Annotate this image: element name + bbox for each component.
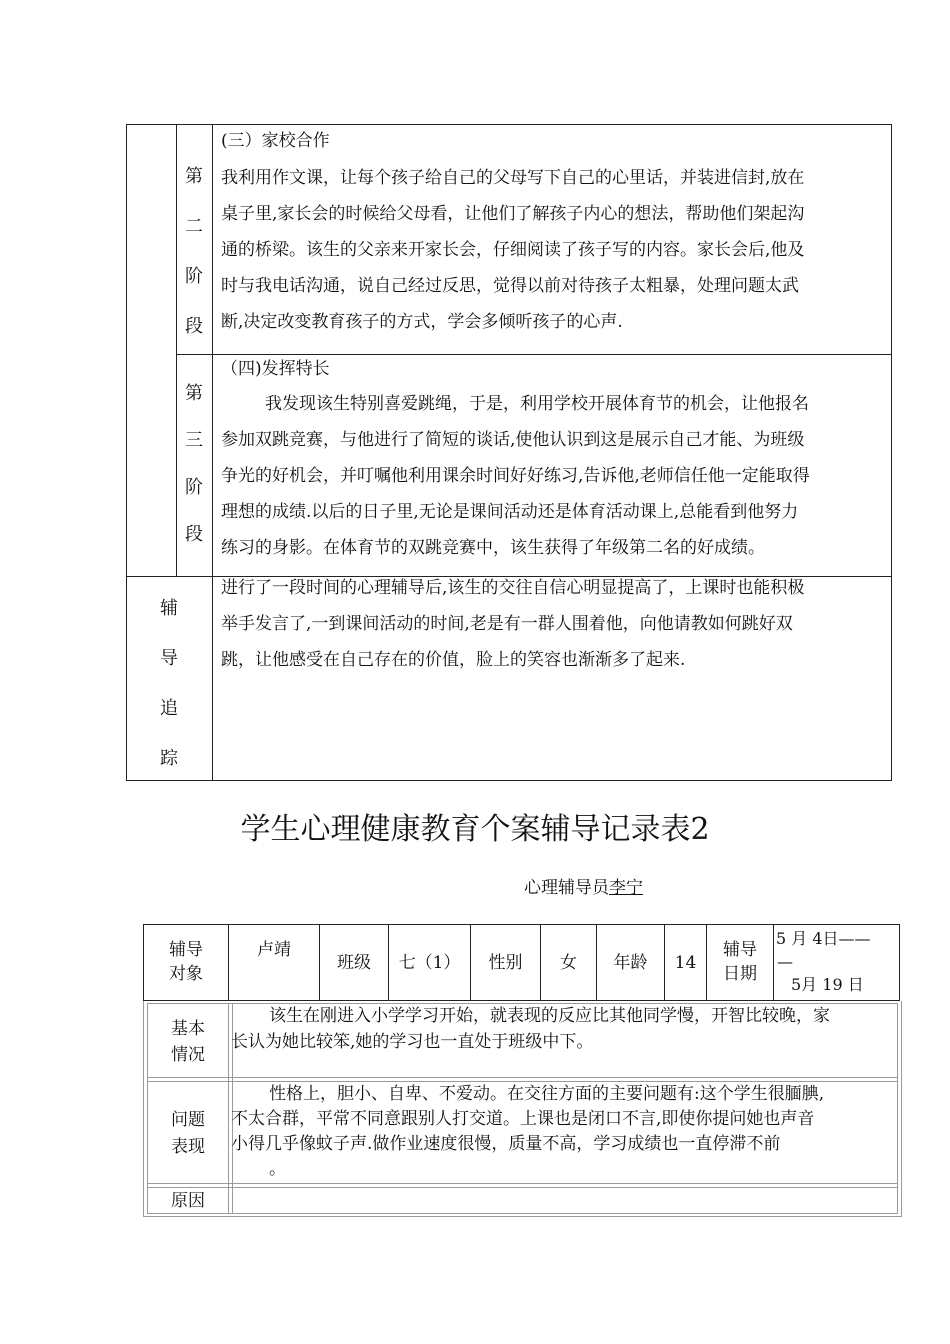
problem-label-line: 问题 (171, 1110, 205, 1130)
problem-label-line: 表现 (171, 1137, 205, 1157)
table1-bottom-border (126, 780, 892, 781)
stage3-heading: （四)发挥特长 (221, 359, 330, 379)
page-title: 学生心理健康教育个案辅导记录表2 (240, 812, 710, 847)
age-label: 年龄 (613, 953, 648, 973)
table2-cause-bottom (147, 1213, 898, 1214)
table1-label-divider (212, 124, 213, 781)
subject-label (144, 938, 228, 986)
date-value-line: 5月 19 日 (791, 975, 864, 994)
counselor-label: 心理辅导员 (524, 878, 609, 898)
problem-line: 。 (269, 1159, 286, 1179)
cause-body (233, 1189, 897, 1213)
gender-label: 性别 (488, 953, 523, 973)
subject-label-line: 辅导 (169, 940, 203, 960)
problem-label (148, 1107, 228, 1161)
stage2-line: 时与我电话沟通，说自己经过反思，觉得以前对待孩子太粗暴，处理问题太武 (221, 276, 799, 296)
stage2-label-char: 段 (185, 316, 203, 337)
table2-bottom-border (143, 1216, 902, 1217)
date-value-line: 5 月 4日—— (776, 929, 871, 948)
date-value (776, 927, 900, 996)
followup-label-char: 辅 (160, 598, 178, 619)
date-label (707, 938, 773, 986)
class-label: 班级 (337, 953, 371, 973)
stage2-line: 通的桥梁。该生的父亲来开家长会，仔细阅读了孩子写的内容。家长会后,他及 (221, 240, 805, 260)
date-label-line: 日期 (723, 964, 757, 984)
followup-label (126, 584, 212, 784)
problem-line: 不太合群，平常不同意跟别人打交道。上课也是闭口不言,即使你提问她也声音 (231, 1109, 815, 1129)
stage3-label-char: 第 (185, 383, 203, 404)
problem-body (233, 1082, 899, 1182)
problem-line: 性格上，胆小、自卑、不爱动。在交往方面的主要问题有:这个学生很腼腆, (269, 1084, 825, 1104)
stage2-line: 我利用作文课，让每个孩子给自己的父母写下自己的心里话，并装进信封,放在 (221, 168, 805, 188)
date-value-line: — (777, 952, 793, 971)
stage2-content (221, 124, 889, 158)
cause-label: 原因 (171, 1191, 205, 1211)
stage2-label-char: 阶 (185, 266, 203, 287)
basic-label (148, 1016, 228, 1068)
followup-line: 举手发言了,一到课间活动的时间,老是有一群人围着他，向他请教如何跳好双 (221, 614, 793, 634)
table2-header-vline (773, 924, 774, 1001)
stage2-heading: (三）家校合作 (221, 131, 330, 151)
subject-name: 卢靖 (257, 940, 291, 960)
stage3-label-char: 段 (185, 524, 203, 545)
stage3-label-char: 阶 (185, 477, 203, 498)
stage2-label-char: 第 (185, 166, 203, 187)
table2-cause-top (147, 1187, 898, 1188)
age-value: 14 (674, 953, 697, 973)
stage3-label-char: 三 (185, 430, 203, 451)
followup-line: 跳，让他感受在自己存在的价值，脸上的笑容也渐渐多了起来. (221, 650, 686, 670)
stage3-line: 理想的成绩.以后的日子里,无论是课间活动还是体育活动课上,总能看到他努力 (221, 502, 799, 522)
table2-body-right-border (901, 1001, 902, 1216)
stage2-line: 断,决定改变教育孩子的方式，学会多倾听孩子的心声. (221, 312, 623, 332)
basic-label-line: 情况 (171, 1045, 205, 1065)
stage3-body (221, 386, 889, 566)
stage2-body (221, 160, 889, 340)
table2-body-left-border (143, 1001, 144, 1216)
stage2-label (178, 152, 210, 352)
stage3-heading-wrap (221, 354, 889, 384)
table2-problem-bottom (147, 1183, 898, 1184)
stage2-label-char: 二 (185, 216, 203, 237)
followup-label-char: 踪 (160, 748, 178, 769)
basic-line: 该生在刚进入小学学习开始，就表现的反应比其他同学慢，开智比较晚，家 (269, 1006, 830, 1026)
table2-top-border (143, 924, 900, 925)
stage3-line: 我发现该生特别喜爱跳绳，于是，利用学校开展体育节的机会，让他报名 (265, 394, 809, 414)
counselor-line (524, 874, 643, 902)
followup-label-char: 导 (160, 648, 178, 669)
gender-value: 女 (560, 953, 577, 973)
stage3-line: 参加双跳竞赛，与他进行了简短的谈话,使他认识到这是展示自己才能、为班级 (221, 430, 805, 450)
subject-label-line: 对象 (169, 964, 203, 984)
problem-line: 小得几乎像蚊子声.做作业速度很慢，质量不高，学习成绩也一直停滞不前 (231, 1134, 781, 1154)
basic-line: 长认为她比较笨,她的学习也一直处于班级中下。 (231, 1032, 594, 1052)
table1-inner-vertical (176, 124, 177, 576)
class-value: 七（1） (398, 953, 461, 973)
counselor-name: 李宁 (609, 878, 643, 898)
table2-basic-bottom (147, 1077, 898, 1078)
basic-body (233, 1003, 899, 1055)
stage2-line: 桌子里,家长会的时候给父母看，让他们了解孩子内心的想法，帮助他们架起沟 (221, 204, 805, 224)
date-label-line: 辅导 (723, 940, 757, 960)
table2-header-bottom (143, 1000, 900, 1001)
basic-label-line: 基本 (171, 1019, 205, 1039)
followup-line: 进行了一段时间的心理辅导后,该生的交往自信心明显提高了，上课时也能积极 (221, 578, 805, 598)
stage3-line: 练习的身影。在体育节的双跳竞赛中，该生获得了年级第二名的好成绩。 (221, 538, 765, 558)
table2-header-vline (228, 924, 229, 1001)
followup-body (221, 570, 889, 678)
followup-label-char: 追 (160, 698, 178, 719)
stage3-label (178, 370, 210, 558)
table1-right-border (891, 124, 892, 781)
stage3-line: 争光的好机会，并叮嘱他利用课余时间好好练习,告诉他,老师信任他一定能取得 (221, 466, 810, 486)
